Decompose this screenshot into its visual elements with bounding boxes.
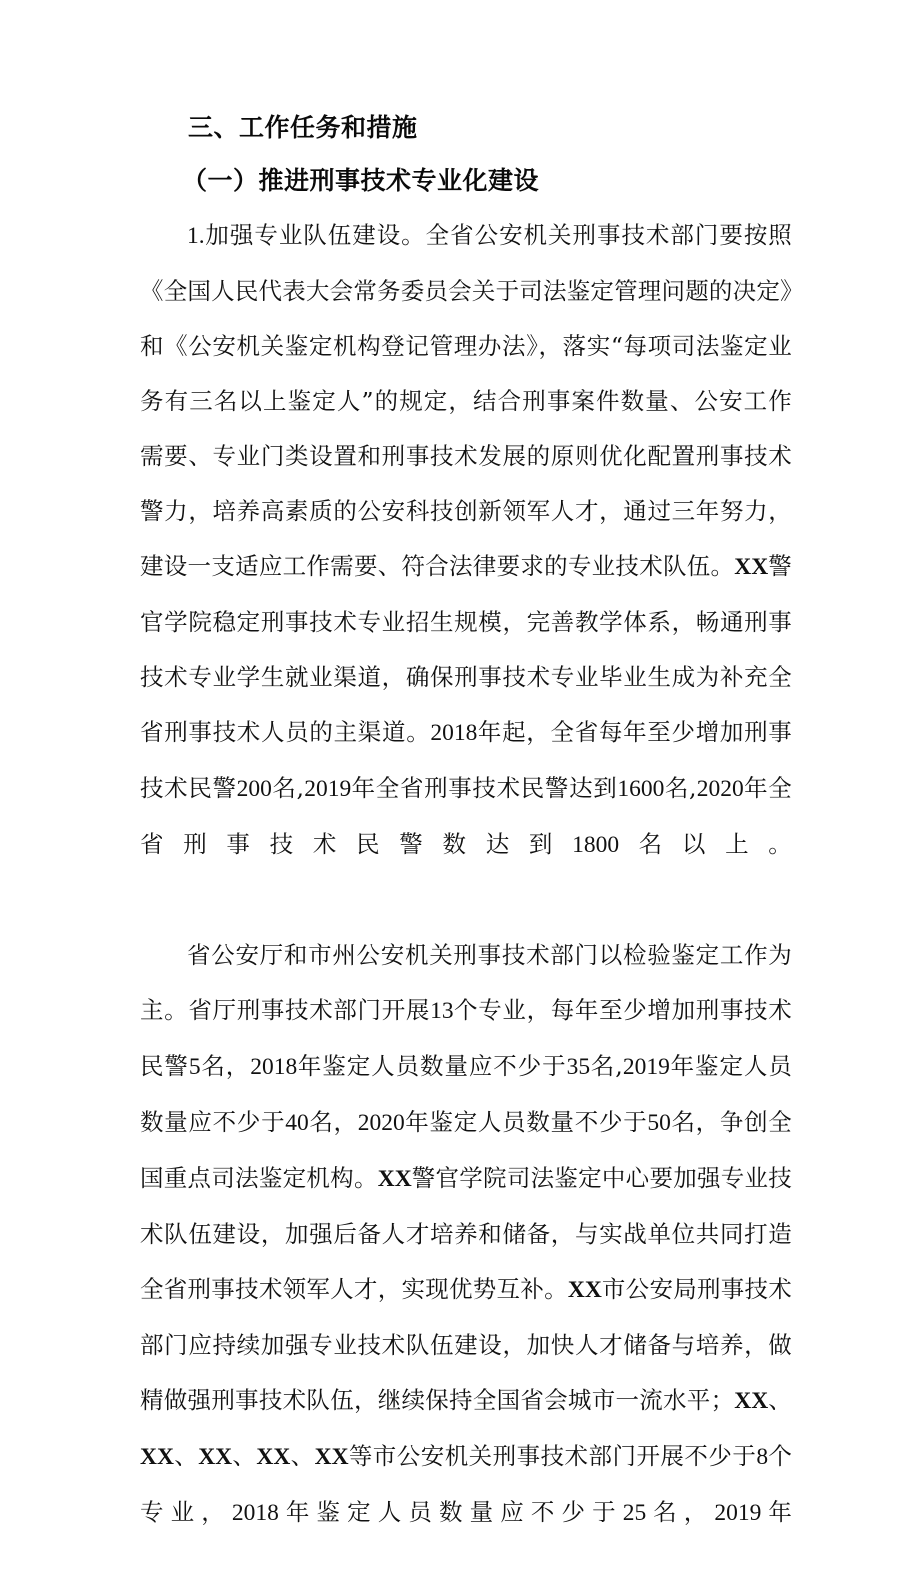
document-text-column — [140, 104, 792, 1596]
section-heading: 三、工作任务和措施 — [188, 113, 418, 142]
latin-run: 35 — [566, 1054, 591, 1080]
latin-run: 25 — [622, 1500, 647, 1526]
latin-run: 2019 — [622, 1054, 670, 1080]
latin-run: 2018 — [231, 1500, 279, 1526]
latin-run: XX — [314, 1444, 349, 1470]
latin-run: 2020 — [696, 776, 744, 802]
body-paragraph-1: 1.加强专业队伍建设。全省公安机关刑事技术部门要按照《全国人民代表大会常务委员会关于司法鉴定管理问题的决定》和《公安机关鉴定机构登记管理办法》，落实“每项司法鉴定业务有三名以上鉴定人”的规定，结合刑事案件数量、公安工作需要、专业门类设置和刑事技术发展的原则优化配置刑事技术警力，培养高素质的公安科技创新领军人才，通过三年努力，建设一支适应工作需要、符合法律要求的专业技术队伍。XX警官学院稳定刑事技术专业招生规模，完善教学体系，畅通刑事技术专业学生就业渠道，确保刑事技术专业毕业生成为补充全省刑事技术人员的主渠道。2018年起，全省每年至少增加刑事技术民警200名,2019年全省刑事技术民警达到1600名,2020年全省刑事技术民警数达到1800名以上。 — [140, 221, 793, 858]
latin-run: 1800 — [572, 832, 620, 858]
latin-run: XX — [567, 1277, 602, 1303]
latin-run: XX — [198, 1444, 233, 1470]
latin-run: 2020 — [357, 1110, 405, 1136]
latin-run: XX — [377, 1166, 412, 1192]
latin-run: 1600 — [617, 776, 665, 802]
latin-run: 2018 — [250, 1054, 298, 1080]
latin-run: 1. — [187, 223, 205, 249]
latin-run: 5 — [188, 1054, 201, 1080]
latin-run: 13 — [430, 998, 454, 1024]
latin-run: XX — [256, 1444, 291, 1470]
latin-run: 2019 — [304, 776, 352, 802]
latin-run: 50 — [647, 1110, 671, 1136]
latin-run: XX — [734, 1388, 769, 1414]
latin-run: 2018 — [430, 720, 478, 746]
latin-run: XX — [734, 554, 769, 580]
latin-run: 2019 — [714, 1500, 762, 1526]
latin-run: XX — [140, 1444, 174, 1470]
latin-run: 200 — [236, 776, 272, 802]
subsection-heading: （一）推进刑事技术专业化建设 — [182, 166, 540, 195]
latin-run: 40 — [285, 1110, 309, 1136]
latin-run: 8 — [756, 1444, 769, 1470]
body-paragraph-2: 省公安厅和市州公安机关刑事技术部门以检验鉴定工作为主。省厅刑事技术部门开展13个专业，每年至少增加刑事技术民警5名，2018年鉴定人员数量应不少于35名,2019年鉴定人员数量应不少于40名，2020年鉴定人员数量不少于50名，争创全国重点司法鉴定机构。XX警官学院司法鉴定中心要加强专业技术队伍建设，加强后备人才培养和储备，与实战单位共同打造全省刑事技术领军人才，实现优势互补。XX市公安局刑事技术部门应持续加强专业技术队伍建设，加快人才储备与培养，做精做强刑事技术队伍，继续保持全国省会城市一流水平；XX、XX、XX、XX、XX等市公安机关刑事技术部门开展不少于8个专业，2018年鉴定人员数量应不少于25名，2019年 — [140, 941, 793, 1526]
